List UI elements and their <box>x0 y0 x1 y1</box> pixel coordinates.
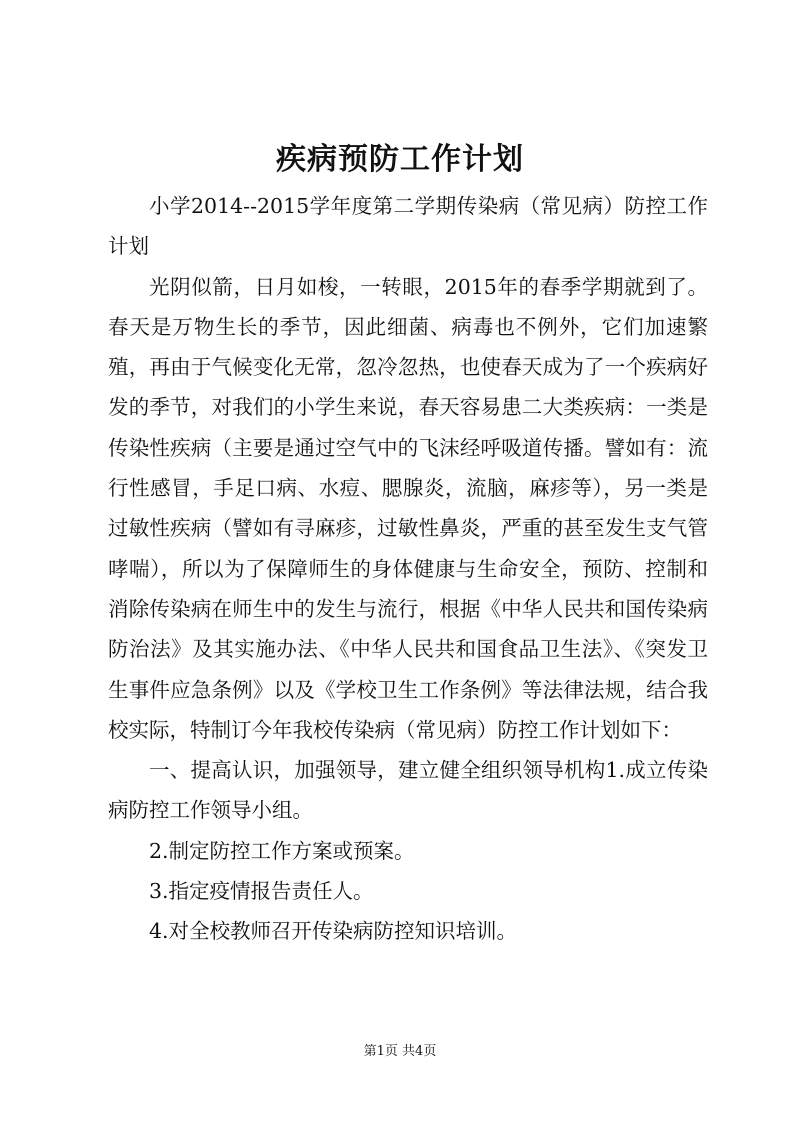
document-body <box>108 186 708 952</box>
paragraph-item-3: 3.指定疫情报告责任人。 <box>149 879 374 904</box>
paragraph-item-2: 2.制定防控工作方案或预案。 <box>149 838 415 863</box>
paragraph-intro: 光阴似箭，日月如梭，一转眼，2015年的春季学期就到了。春天是万物生长的季节，因此细菌、病毒也不例外，它们加速繁殖，再由于气候变化无常，忽冷忽热，也使春天成为了一个疾病好发的季节，对我们的小学生来说，春天容易患二大类疾病：一类是传染性疾病（主要是通过空气中的飞沫经呼吸道传播。譬如有：流行性感冒，手足口病、水痘、腮腺炎，流脑，麻疹等），另一类是过敏性疾病（譬如有寻麻疹，过敏性鼻炎，严重的甚至发生支气管哮喘），所以为了保障师生的身体健康与生命安全，预防、控制和消除传染病在师生中的发生与流行，根据《中华人民共和国传染病防治法》及其实施办法、《中华人民共和国食品卫生法》、《突发卫生事件应急条例》以及《学校卫生工作条例》等法律法规，结合我校实际，特制订今年我校传染病（常见病）防控工作计划如下： <box>108 274 708 742</box>
paragraph-subtitle: 小学2014--2015学年度第二学期传染病（常见病）防控工作计划 <box>108 194 708 259</box>
page-number-footer: 第1页 共4页 <box>363 1044 437 1059</box>
paragraph-section-one: 一、提高认识，加强领导，建立健全组织领导机构1.成立传染病防控工作领导小组。 <box>108 758 708 823</box>
document-title: 疾病预防工作计划 <box>276 142 524 177</box>
paragraph-item-4: 4.对全校教师召开传染病防控知识培训。 <box>149 919 518 944</box>
